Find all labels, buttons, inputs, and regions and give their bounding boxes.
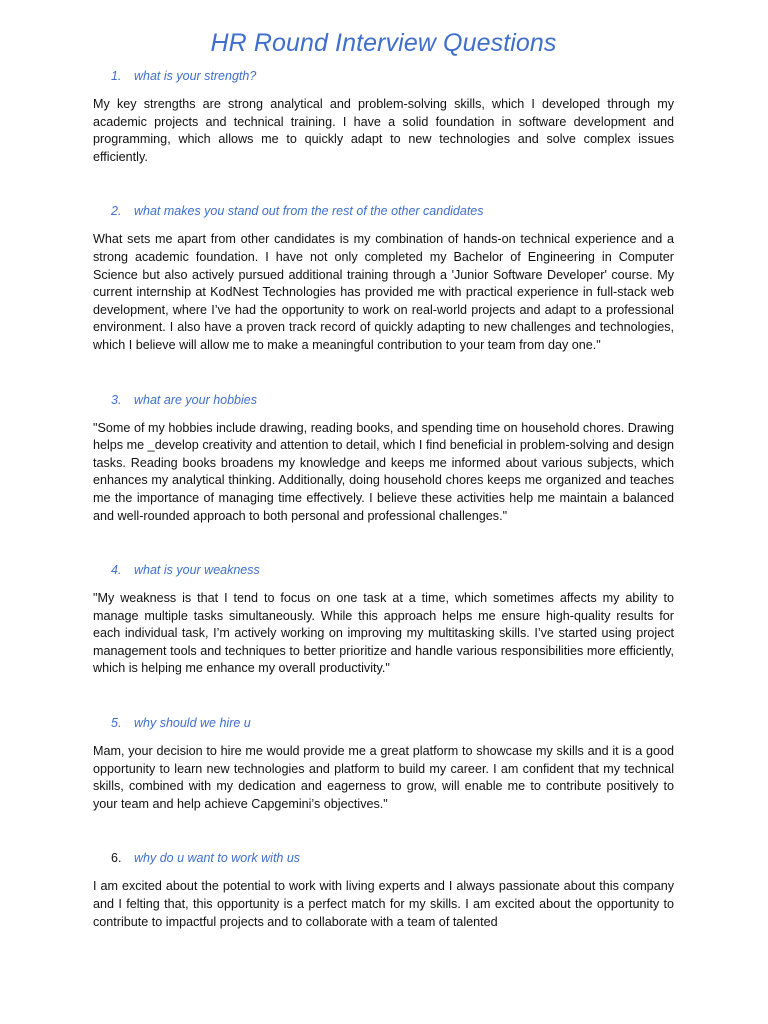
- answer-paragraph: What sets me apart from other candidates is my combination of hands-on technical experience and a strong academic foundation. I have not only completed my Bachelor of Engineering in Computer Science but also actively pursued additional training through a 'Junior Software Developer' course. My current internship at KodNest Technologies has provided me with practical experience in full-stack web development, where I’ve had the opportunity to work on real-world projects and adapt to a professional environment. I also have a proven track record of quickly adapting to new challenges and technologies, which I believe will allow me to make a meaningful contribution to your team from day one.": [93, 232, 674, 352]
- qa-section-4: [93, 562, 674, 678]
- question-number: 5.: [111, 716, 122, 731]
- question-text: what is your weakness: [134, 563, 260, 578]
- question-text: what are your hobbies: [134, 392, 257, 407]
- question-heading: [111, 392, 674, 408]
- answer-paragraph: Mam, your decision to hire me would provide me a great platform to showcase my skills and it is a good opportunity to learn new technologies and platform to build my career. I am confident that my technical skills, combined with my dedication and eagerness to grow, will enable me to contribute positively to your team and help achieve Capgemini’s objectives.": [93, 744, 674, 811]
- qa-section-1: [93, 68, 674, 166]
- qa-section-2: [93, 203, 674, 354]
- answer-paragraph: My key strengths are strong analytical and problem-solving skills, which I developed through my academic projects and technical training. I have a solid foundation in software development and programming, which allows me to quickly adapt to new technologies and solve complex issues efficiently.: [93, 97, 674, 164]
- question-number: 4.: [111, 563, 122, 578]
- question-heading: [111, 715, 674, 731]
- qa-section-3: [93, 392, 674, 526]
- question-text: why do u want to work with us: [134, 851, 301, 866]
- question-text: why should we hire u: [134, 716, 251, 731]
- qa-section-5: [93, 715, 674, 813]
- question-text: what is your strength?: [134, 69, 257, 83]
- question-heading: [111, 203, 674, 219]
- answer-paragraph: "Some of my hobbies include drawing, reading books, and spending time on household chores. Drawing helps me _develop creativity and attention to detail, which I find beneficial in problem-solving and design tasks. Reading books broadens my knowledge and keeps me informed about various subjects, which enhances my analytical thinking. Additionally, doing household chores keeps me organized and teaches me the importance of managing time effectively. I believe these activities help me maintain a balanced and well-rounded approach to both personal and professional challenges.": [93, 420, 674, 523]
- question-heading: [111, 68, 674, 84]
- question-heading: [111, 562, 674, 578]
- document-title: HR Round Interview Questions: [210, 29, 557, 57]
- question-heading: [111, 850, 674, 866]
- qa-section-6: [93, 850, 674, 931]
- answer-paragraph: I am excited about the potential to work with living experts and I always passionate about this company and I felting that, this opportunity is a perfect match for my skills. I am excited about the opportunity to contribute to impactful projects and to collaborate with a team of talented: [93, 879, 674, 929]
- question-number: 3.: [111, 392, 122, 407]
- question-number: 2.: [111, 204, 122, 219]
- question-number: 6.: [111, 851, 122, 866]
- answer-paragraph: "My weakness is that I tend to focus on one task at a time, which sometimes affects my ability to manage multiple tasks simultaneously. While this approach helps me ensure high-quality results for each individual task, I’m actively working on improving my multitasking skills. I’ve started using project management tools and techniques to better prioritize and handle various responsibilities more efficiently, which is helping me enhance my overall productivity.": [93, 591, 674, 676]
- question-number: 1.: [111, 69, 122, 83]
- question-text: what makes you stand out from the rest of the other candidates: [134, 204, 484, 219]
